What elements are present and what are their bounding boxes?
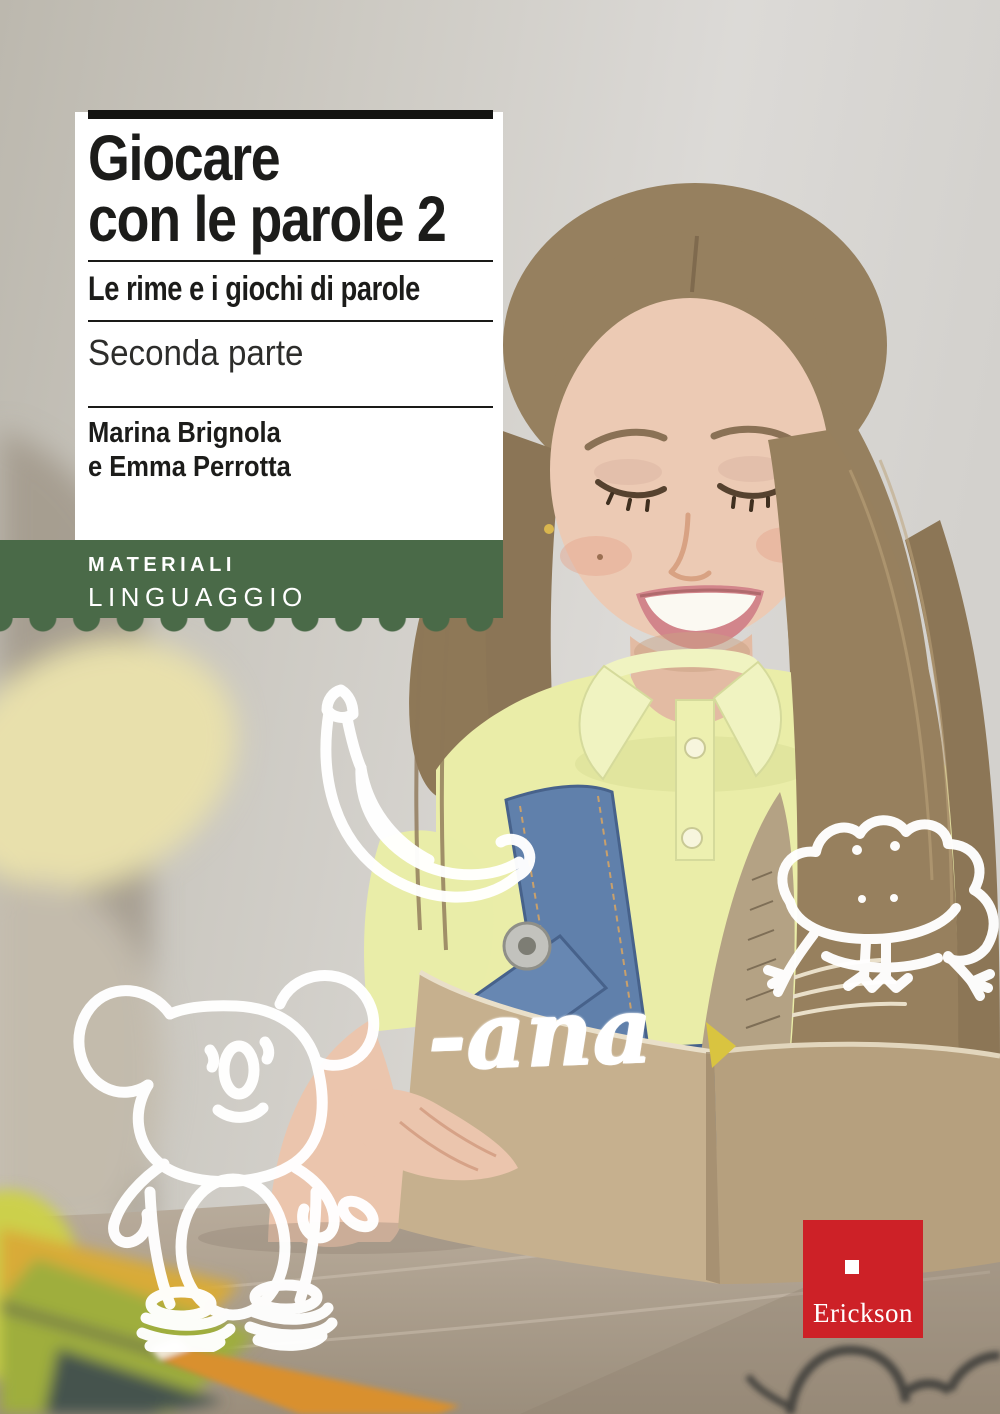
publisher-name: Erickson <box>813 1298 913 1328</box>
part-label: Seconda parte <box>88 332 304 373</box>
divider <box>88 260 493 262</box>
series-category: MATERIALI <box>88 554 236 576</box>
series-name: LINGUAGGIO <box>88 582 308 612</box>
title-panel <box>75 112 503 540</box>
title-line-1: Giocare <box>88 122 280 194</box>
publisher-logo <box>803 1220 923 1338</box>
divider <box>88 320 493 322</box>
banner-scalloped-edge <box>0 618 503 635</box>
series-banner <box>0 540 503 618</box>
authors <box>88 416 291 484</box>
book-title <box>88 122 514 255</box>
author-line-1: Marina Brignola <box>88 417 281 449</box>
handwritten-suffix-doodle: -ana <box>425 975 654 1092</box>
book-subtitle: Le rime e i giochi di parole <box>88 270 420 308</box>
panel-top-bar <box>88 110 493 119</box>
logo-square-mark <box>845 1260 859 1274</box>
divider <box>88 406 493 408</box>
title-line-2: con le parole 2 <box>88 183 446 255</box>
author-line-2: e Emma Perrotta <box>88 451 291 483</box>
